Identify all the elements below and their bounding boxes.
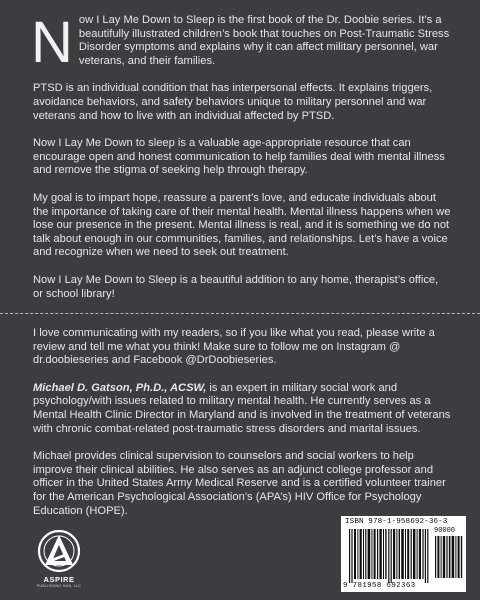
isbn-barcode [341, 516, 466, 592]
author-name: Michael D. Gatson, Ph.D., ACSW, [33, 381, 207, 394]
isbn-text: ISBN 978-1-958692-36-3 [345, 518, 448, 526]
description-paragraph-5: Now I Lay Me Down to Sleep is a beautiful addition to any home, therapist’s office, or school library! [33, 273, 439, 300]
description-paragraph-4: My goal is to impart hope, reassure a parent’s love, and educate individuals about the importance of taking care of their mental health. Mental illness happens when we lose our presence in the present. Mental illness is real, and it is something we do not talk about enough in our communities, families, and relationships. Let’s have a voice and recognize when we need to seek out treatment. [33, 191, 451, 259]
barcode-number: 9 781958 692363 [343, 582, 416, 590]
author-section [33, 327, 453, 532]
drop-cap: N [31, 10, 73, 75]
description-paragraph-2: PTSD is an individual condition that has interpersonal effects. It explains triggers, avoidance behaviors, and safety behaviors unique to military personnel and war veterans and how to live with an individual affected by PTSD. [33, 82, 433, 122]
author-bio-text: is an expert in military social work and psychology/with issues related to military mental health. He currently serves as a Mental Health Clinic Director in Maryland and is involved in the treatment of veterans with chronic combat-related post-traumatic stress disorders and marital issues. [33, 381, 451, 435]
publisher-logo [23, 529, 95, 591]
price-code: 90000 [434, 527, 456, 535]
reader-message: I love communicating with my readers, so if you like what you read, please write a review and tell me what you think! Make sure to follow me on Instagram @ dr.doobieseries and Facebook @DrDoobieseries. [33, 327, 435, 367]
description-paragraph-3: Now I Lay Me Down to sleep is a valuable age-appropriate resource that can encourage open and honest communication to help families deal with mental illness and remove the stigma of seeking help through therapy. [33, 137, 445, 177]
addon-barcode-icon [435, 536, 463, 578]
publisher-subtitle: PUBLISHING HUB, LLC [36, 584, 82, 588]
aspire-logo-icon [23, 529, 95, 575]
publisher-name: ASPIRE [43, 575, 75, 584]
barcode-bars-icon [349, 529, 431, 583]
author-bio [33, 382, 453, 436]
description-paragraph-1-text: ow I Lay Me Down to Sleep is the first book of the Dr. Doobie series. It’s a beautifully illustrated children’s book that touches on Post-Traumatic Stress Disorder symptoms and explains why it can affect military personnel, war veterans, and their families. [78, 14, 450, 67]
book-description [31, 10, 451, 315]
author-credentials: Michael provides clinical supervision to counselors and social workers to help improve their clinical abilities. He also serves as an adjunct college professor and officer in the United States Army Medical Reserve and is a certified volunteer trainer for the American Psychological Association’s (APA’s) HIV Office for Psychology Education (HOPE). [33, 450, 446, 517]
description-paragraph-1 [31, 10, 451, 75]
dashed-divider [0, 313, 480, 314]
